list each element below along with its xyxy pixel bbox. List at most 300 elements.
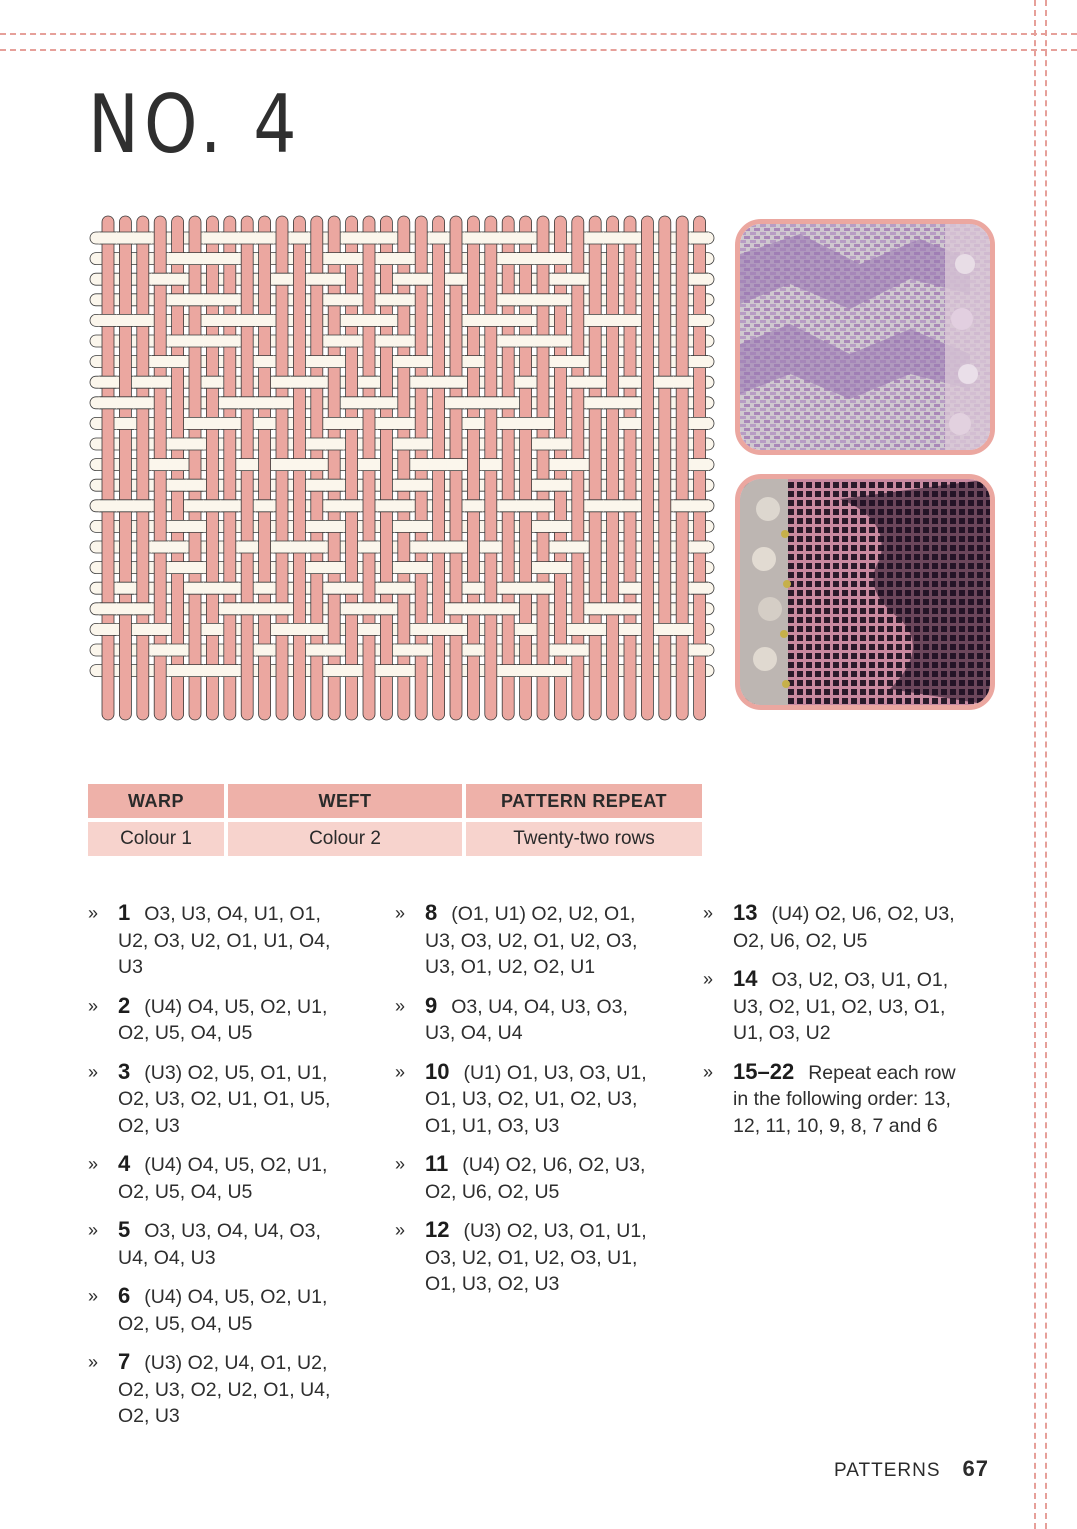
weft-float <box>464 356 482 368</box>
weft-float <box>516 582 534 594</box>
weft-float <box>325 644 343 656</box>
weft-float <box>377 500 395 512</box>
bullet-glyph: » <box>703 969 714 989</box>
weft-float <box>534 582 552 594</box>
weft-float <box>116 314 134 326</box>
row-text: (U4) O2, U6, O2, U3, O2, U6, O2, U5 <box>425 1154 646 1203</box>
weft-float <box>534 294 552 306</box>
warp-header: WARP <box>88 784 224 818</box>
weft-float <box>690 582 708 594</box>
weft-float <box>673 376 691 388</box>
list-item <box>395 993 657 1047</box>
row-text: (U3) O2, U5, O1, U1, O2, U3, O2, U1, O1, U5, O2, U3 <box>118 1061 331 1137</box>
weft-float <box>395 294 413 306</box>
top-stitch-border <box>0 33 1077 51</box>
row-number: 7 <box>118 1349 131 1374</box>
instructions-column-3 <box>703 900 965 1151</box>
spec-table <box>84 784 706 856</box>
weft-float <box>308 479 326 491</box>
weft-float <box>621 603 639 615</box>
weft-float <box>395 356 413 368</box>
weft-float <box>134 376 152 388</box>
weft-float <box>342 314 360 326</box>
weft-float <box>342 335 360 347</box>
weft-float <box>238 603 256 615</box>
weft-float <box>412 541 430 553</box>
warp-thread <box>641 216 653 720</box>
weft-float <box>168 644 186 656</box>
weft-float <box>569 273 587 285</box>
weft-float <box>464 417 482 429</box>
weft-float <box>621 314 639 326</box>
weft-float <box>377 314 395 326</box>
weft-float <box>673 623 691 635</box>
weft-float <box>186 520 204 532</box>
pattern-repeat-header: PATTERN REPEAT <box>466 784 702 818</box>
weft-float <box>342 253 360 265</box>
bullet-glyph: » <box>88 1286 99 1306</box>
bullet-glyph: » <box>703 903 714 923</box>
row-number: 11 <box>425 1151 449 1176</box>
weft-float <box>429 623 447 635</box>
weft-float <box>151 356 169 368</box>
weft-float <box>412 644 430 656</box>
weft-float <box>308 376 326 388</box>
weft-float <box>186 438 204 450</box>
weft-float <box>360 232 378 244</box>
list-item <box>395 900 657 981</box>
weft-float <box>186 335 204 347</box>
weft-float <box>499 500 517 512</box>
weft-float <box>238 232 256 244</box>
weft-float <box>621 232 639 244</box>
weft-float <box>116 417 134 429</box>
warp-thread <box>520 216 532 720</box>
warp-thread <box>589 216 601 720</box>
weft-float <box>551 438 569 450</box>
weft-float <box>395 562 413 574</box>
weft-float <box>116 397 134 409</box>
weft-float <box>412 273 430 285</box>
weft-float <box>325 582 343 594</box>
weft-float <box>569 356 587 368</box>
weft-float <box>412 438 430 450</box>
row-text: (U1) O1, U3, O3, U1, O1, U3, O2, U1, O2, U3, O1, U1, O3, U3 <box>425 1061 647 1137</box>
weft-float <box>603 397 621 409</box>
weft-float <box>325 417 343 429</box>
weft-float <box>134 500 152 512</box>
weft-float <box>412 356 430 368</box>
weft-float <box>238 314 256 326</box>
weft-float <box>412 562 430 574</box>
weft-float <box>377 253 395 265</box>
weft-float <box>395 417 413 429</box>
weft-float <box>621 582 639 594</box>
weft-float <box>168 294 186 306</box>
weft-float <box>464 232 482 244</box>
weft-float <box>238 541 256 553</box>
weft-float <box>447 541 465 553</box>
weft-float <box>203 623 221 635</box>
weft-float <box>551 665 569 677</box>
list-item <box>88 1059 350 1140</box>
weft-float <box>499 603 517 615</box>
weft-float <box>325 294 343 306</box>
weft-float <box>534 562 552 574</box>
weft-float <box>168 253 186 265</box>
list-item <box>703 1059 965 1140</box>
weft-float <box>429 232 447 244</box>
weft-float <box>534 438 552 450</box>
weft-float <box>360 623 378 635</box>
warp-thread <box>119 216 131 720</box>
weft-float <box>516 500 534 512</box>
weft-float <box>186 665 204 677</box>
weft-float <box>429 376 447 388</box>
weft-float <box>603 232 621 244</box>
weft-float <box>603 500 621 512</box>
weft-float <box>325 562 343 574</box>
weft-float <box>551 644 569 656</box>
list-item <box>88 1217 350 1271</box>
weft-float <box>464 603 482 615</box>
weft-float <box>516 376 534 388</box>
warp-thread <box>624 216 636 720</box>
bullet-glyph: » <box>395 1154 406 1174</box>
weft-float <box>603 603 621 615</box>
weft-float <box>221 294 239 306</box>
weft-float <box>673 500 691 512</box>
weft-float <box>308 541 326 553</box>
weft-float <box>168 459 186 471</box>
weft-float <box>116 500 134 512</box>
weft-float <box>203 500 221 512</box>
weft-float <box>360 459 378 471</box>
weft-float <box>482 459 500 471</box>
row-number: 1 <box>118 900 131 925</box>
weft-float <box>151 644 169 656</box>
weft-float <box>534 479 552 491</box>
weft-float <box>221 603 239 615</box>
warp-thread <box>607 216 619 720</box>
row-number: 6 <box>118 1283 131 1308</box>
weft-float <box>255 417 273 429</box>
weft-float <box>621 376 639 388</box>
instructions-column-1 <box>88 900 350 1442</box>
bullet-glyph: » <box>395 903 406 923</box>
weft-float <box>447 459 465 471</box>
weft-float <box>116 603 134 615</box>
weft-float <box>551 253 569 265</box>
weft-float <box>255 603 273 615</box>
weft-float <box>551 562 569 574</box>
bullet-glyph: » <box>88 1061 99 1082</box>
row-number: 12 <box>425 1217 450 1242</box>
weft-float <box>342 582 360 594</box>
weft-float <box>377 397 395 409</box>
weft-float <box>116 582 134 594</box>
weft-float <box>308 273 326 285</box>
weft-float <box>482 603 500 615</box>
weft-float <box>447 273 465 285</box>
weft-float <box>395 253 413 265</box>
weft-float <box>325 520 343 532</box>
warp-thread <box>502 216 514 720</box>
weft-float <box>690 500 708 512</box>
weft-float <box>186 562 204 574</box>
row-number: 8 <box>425 900 438 925</box>
list-item <box>88 1283 350 1337</box>
warp-thread <box>659 216 671 720</box>
weft-float <box>569 459 587 471</box>
weft-float <box>325 438 343 450</box>
weft-float <box>203 253 221 265</box>
weft-float <box>377 417 395 429</box>
weft-float <box>586 232 604 244</box>
page-footer <box>834 1456 989 1482</box>
weft-float <box>621 623 639 635</box>
weft-float <box>221 397 239 409</box>
weft-float <box>360 376 378 388</box>
weft-float <box>621 500 639 512</box>
weft-float <box>482 397 500 409</box>
row-text: O3, U3, O4, U4, O3, U4, O4, U3 <box>118 1220 321 1269</box>
weft-float <box>499 253 517 265</box>
weft-float <box>203 335 221 347</box>
row-text: (U4) O4, U5, O2, U1, O2, U5, O4, U5 <box>118 1286 328 1335</box>
weft-float <box>395 335 413 347</box>
weft-float <box>656 376 674 388</box>
weft-float <box>203 376 221 388</box>
weft-float <box>134 314 152 326</box>
weft-float <box>412 623 430 635</box>
row-text: O3, U2, O3, U1, O1, U3, O2, U1, O2, U3, O1, U1, O3, U2 <box>733 969 949 1044</box>
weft-float <box>99 623 117 635</box>
weft-float <box>429 541 447 553</box>
weft-float <box>342 417 360 429</box>
weft-float <box>412 520 430 532</box>
weave-diagram <box>88 212 716 724</box>
weft-float <box>499 582 517 594</box>
weft-float <box>342 665 360 677</box>
list-item <box>88 900 350 981</box>
weft-float <box>516 665 534 677</box>
weft-float <box>499 417 517 429</box>
weft-float <box>221 417 239 429</box>
weft-float <box>360 397 378 409</box>
weft-float <box>551 541 569 553</box>
weft-float <box>690 459 708 471</box>
weft-float <box>255 500 273 512</box>
list-item <box>703 966 965 1047</box>
weft-float <box>656 623 674 635</box>
weft-float <box>99 500 117 512</box>
weft-float <box>551 459 569 471</box>
weft-float <box>221 253 239 265</box>
weft-float <box>447 603 465 615</box>
row-text: (U3) O2, U3, O1, U1, O3, U2, O1, U2, O3, U1, O1, U3, O2, U3 <box>425 1220 647 1295</box>
weft-float <box>203 582 221 594</box>
weft-float <box>273 541 291 553</box>
weft-float <box>290 541 308 553</box>
weft-float <box>325 356 343 368</box>
warp-thread <box>380 216 392 720</box>
weft-float <box>395 479 413 491</box>
weft-float <box>534 500 552 512</box>
weft-float <box>308 562 326 574</box>
weft-float <box>377 335 395 347</box>
warp-thread <box>189 216 201 720</box>
weft-float <box>168 356 186 368</box>
weft-float <box>464 397 482 409</box>
weft-float <box>569 644 587 656</box>
weft-float <box>499 397 517 409</box>
weft-float <box>221 232 239 244</box>
weft-float <box>134 603 152 615</box>
weft-float <box>168 541 186 553</box>
weft-float <box>151 273 169 285</box>
weft-float <box>342 294 360 306</box>
weft-float <box>621 417 639 429</box>
weft-float <box>395 582 413 594</box>
weft-float <box>447 376 465 388</box>
weft-float <box>534 253 552 265</box>
weft-float <box>221 314 239 326</box>
weft-float <box>168 562 186 574</box>
weft-float <box>255 314 273 326</box>
weft-float <box>412 376 430 388</box>
weft-float <box>186 253 204 265</box>
row-text: (U4) O2, U6, O2, U3, O2, U6, O2, U5 <box>733 903 955 952</box>
row-number: 5 <box>118 1217 131 1242</box>
bullet-glyph: » <box>395 1061 406 1082</box>
list-item <box>88 993 350 1047</box>
weft-float <box>151 541 169 553</box>
weft-float <box>447 397 465 409</box>
instructions-column-2 <box>395 900 657 1310</box>
weft-float <box>255 356 273 368</box>
weft-float <box>586 376 604 388</box>
weft-float <box>168 479 186 491</box>
warp-thread <box>346 216 358 720</box>
weft-float <box>134 397 152 409</box>
weft-float <box>516 417 534 429</box>
weft-float <box>342 500 360 512</box>
weft-float <box>168 438 186 450</box>
weft-float <box>534 520 552 532</box>
list-item <box>703 900 965 954</box>
warp-thread <box>676 216 688 720</box>
woven-sample-photo-lilac <box>735 219 995 455</box>
weft-float <box>464 314 482 326</box>
page-number: 67 <box>962 1456 989 1481</box>
weft-float <box>499 314 517 326</box>
weft-float <box>325 273 343 285</box>
weft-float <box>516 253 534 265</box>
list-item <box>395 1217 657 1298</box>
weft-float <box>569 623 587 635</box>
weft-float <box>395 438 413 450</box>
row-text: (U4) O4, U5, O2, U1, O2, U5, O4, U5 <box>118 1154 328 1203</box>
weft-float <box>569 376 587 388</box>
weft-float <box>551 294 569 306</box>
weft-float <box>586 397 604 409</box>
bullet-glyph: » <box>88 903 99 923</box>
weft-float <box>99 603 117 615</box>
weft-float <box>377 603 395 615</box>
warp-thread <box>102 216 114 720</box>
weft-float <box>499 294 517 306</box>
weft-float <box>395 644 413 656</box>
weft-float <box>221 335 239 347</box>
weft-float <box>273 397 291 409</box>
weft-float <box>186 582 204 594</box>
weft-float <box>325 500 343 512</box>
row-number: 13 <box>733 900 758 925</box>
row-text: (O1, U1) O2, U2, O1, U3, O3, U2, O1, U2, O3, U3, O1, U2, O2, U1 <box>425 903 638 978</box>
weft-float <box>221 582 239 594</box>
right-stitch-border <box>1034 0 1047 1529</box>
weft-float <box>203 665 221 677</box>
weft-float <box>325 253 343 265</box>
warp-thread <box>206 216 218 720</box>
weft-float <box>586 603 604 615</box>
weft-float <box>134 232 152 244</box>
weft-float <box>186 417 204 429</box>
weft-float <box>377 665 395 677</box>
weft-float <box>325 665 343 677</box>
bullet-glyph: » <box>703 1061 714 1082</box>
weft-float <box>255 644 273 656</box>
weft-header: WEFT <box>228 784 462 818</box>
weft-float <box>412 479 430 491</box>
weft-float <box>516 335 534 347</box>
weft-float <box>308 438 326 450</box>
weft-value: Colour 2 <box>228 818 462 856</box>
weft-float <box>377 232 395 244</box>
weft-float <box>168 335 186 347</box>
footer-section-label: PATTERNS <box>833 1460 941 1481</box>
weft-float <box>516 314 534 326</box>
weft-float <box>255 582 273 594</box>
weft-float <box>551 356 569 368</box>
weft-float <box>586 314 604 326</box>
weft-float <box>690 644 708 656</box>
bullet-glyph: » <box>88 1220 99 1240</box>
weft-float <box>203 314 221 326</box>
weft-float <box>499 232 517 244</box>
weft-float <box>586 500 604 512</box>
weft-float <box>168 520 186 532</box>
weft-float <box>325 479 343 491</box>
pattern-repeat-value: Twenty-two rows <box>466 818 702 856</box>
weft-float <box>569 541 587 553</box>
weft-float <box>360 603 378 615</box>
weft-float <box>203 417 221 429</box>
weft-float <box>342 603 360 615</box>
row-number: 15–22 <box>733 1058 795 1084</box>
weft-float <box>464 500 482 512</box>
weft-float <box>273 459 291 471</box>
weft-float <box>447 623 465 635</box>
weft-float <box>690 541 708 553</box>
weft-float <box>516 623 534 635</box>
weft-float <box>273 273 291 285</box>
weft-float <box>290 459 308 471</box>
weft-float <box>534 665 552 677</box>
weft-float <box>360 314 378 326</box>
weft-float <box>377 294 395 306</box>
